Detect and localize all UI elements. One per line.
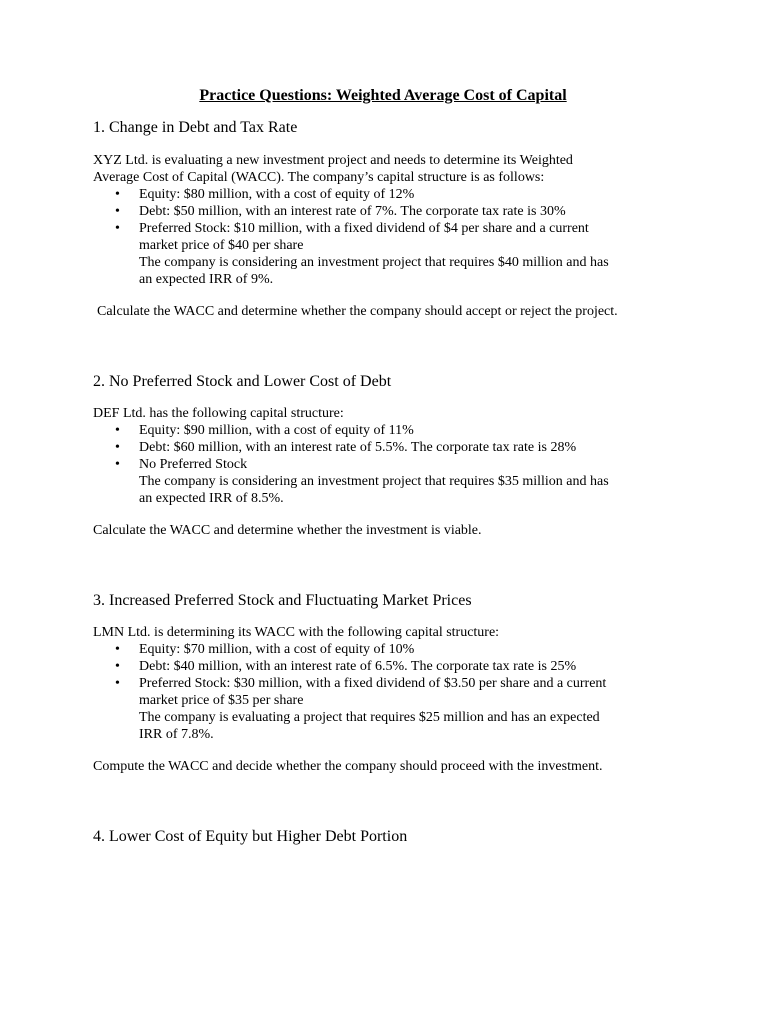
section-3-intro: LMN Ltd. is determining its WACC with the following capital structure: xyxy=(93,625,500,640)
list-item: • Preferred Stock: $30 million, with a fixed dividend of $3.50 per share and a current market price of $35 per share The company is evaluating a project that requires $25 million and has an expected IRR of 7.8%. xyxy=(115,676,607,742)
list-item: • Preferred Stock: $10 million, with a fixed dividend of $4 per share and a current market price of $40 per share The company is considering an investment project that requires $40 million and has an expected IRR of 9%. xyxy=(115,221,609,287)
section-1-bullet-list xyxy=(93,186,693,288)
bullet-icon: • xyxy=(115,457,120,472)
document-title: Practice Questions: Weighted Average Cost of Capital xyxy=(199,87,567,104)
list-item: • Equity: $80 million, with a cost of equity of 12% xyxy=(115,187,415,202)
bullet-icon: • xyxy=(115,440,120,455)
section-3-question: Compute the WACC and decide whether the company should proceed with the investment. xyxy=(93,759,603,774)
section-1-intro: XYZ Ltd. is evaluating a new investment project and needs to determine its Weighted Average Cost of Capital (WACC). The company’s capital structure is as follows: xyxy=(93,153,573,185)
bullet-icon: • xyxy=(115,423,120,438)
bullet-icon: • xyxy=(115,676,120,691)
bullet-icon: • xyxy=(115,221,120,236)
list-item: • No Preferred Stock The company is considering an investment project that requires $35 million and has an expected IRR of 8.5%. xyxy=(115,457,609,506)
document-page xyxy=(93,86,693,847)
section-2-heading: 2. No Preferred Stock and Lower Cost of Debt xyxy=(93,373,392,390)
section-2-bullet-list xyxy=(93,422,693,507)
section-2-question: Calculate the WACC and determine whether the investment is viable. xyxy=(93,523,482,538)
section-4-heading: 4. Lower Cost of Equity but Higher Debt Portion xyxy=(93,828,408,845)
section-3-heading: 3. Increased Preferred Stock and Fluctuating Market Prices xyxy=(93,592,472,609)
section-1-heading: 1. Change in Debt and Tax Rate xyxy=(93,119,298,136)
bullet-icon: • xyxy=(115,187,120,202)
bullet-icon: • xyxy=(115,204,120,219)
list-item: • Equity: $90 million, with a cost of equity of 11% xyxy=(115,423,414,438)
list-item: • Debt: $40 million, with an interest rate of 6.5%. The corporate tax rate is 25% xyxy=(115,659,577,674)
list-item: • Equity: $70 million, with a cost of equity of 10% xyxy=(115,642,415,657)
section-1-question: Calculate the WACC and determine whether the company should accept or reject the project. xyxy=(97,304,618,319)
section-2-intro: DEF Ltd. has the following capital structure: xyxy=(93,406,344,421)
list-item: • Debt: $60 million, with an interest rate of 5.5%. The corporate tax rate is 28% xyxy=(115,440,577,455)
section-3-bullet-list xyxy=(93,641,693,743)
list-item: • Debt: $50 million, with an interest rate of 7%. The corporate tax rate is 30% xyxy=(115,204,566,219)
bullet-icon: • xyxy=(115,642,120,657)
bullet-icon: • xyxy=(115,659,120,674)
